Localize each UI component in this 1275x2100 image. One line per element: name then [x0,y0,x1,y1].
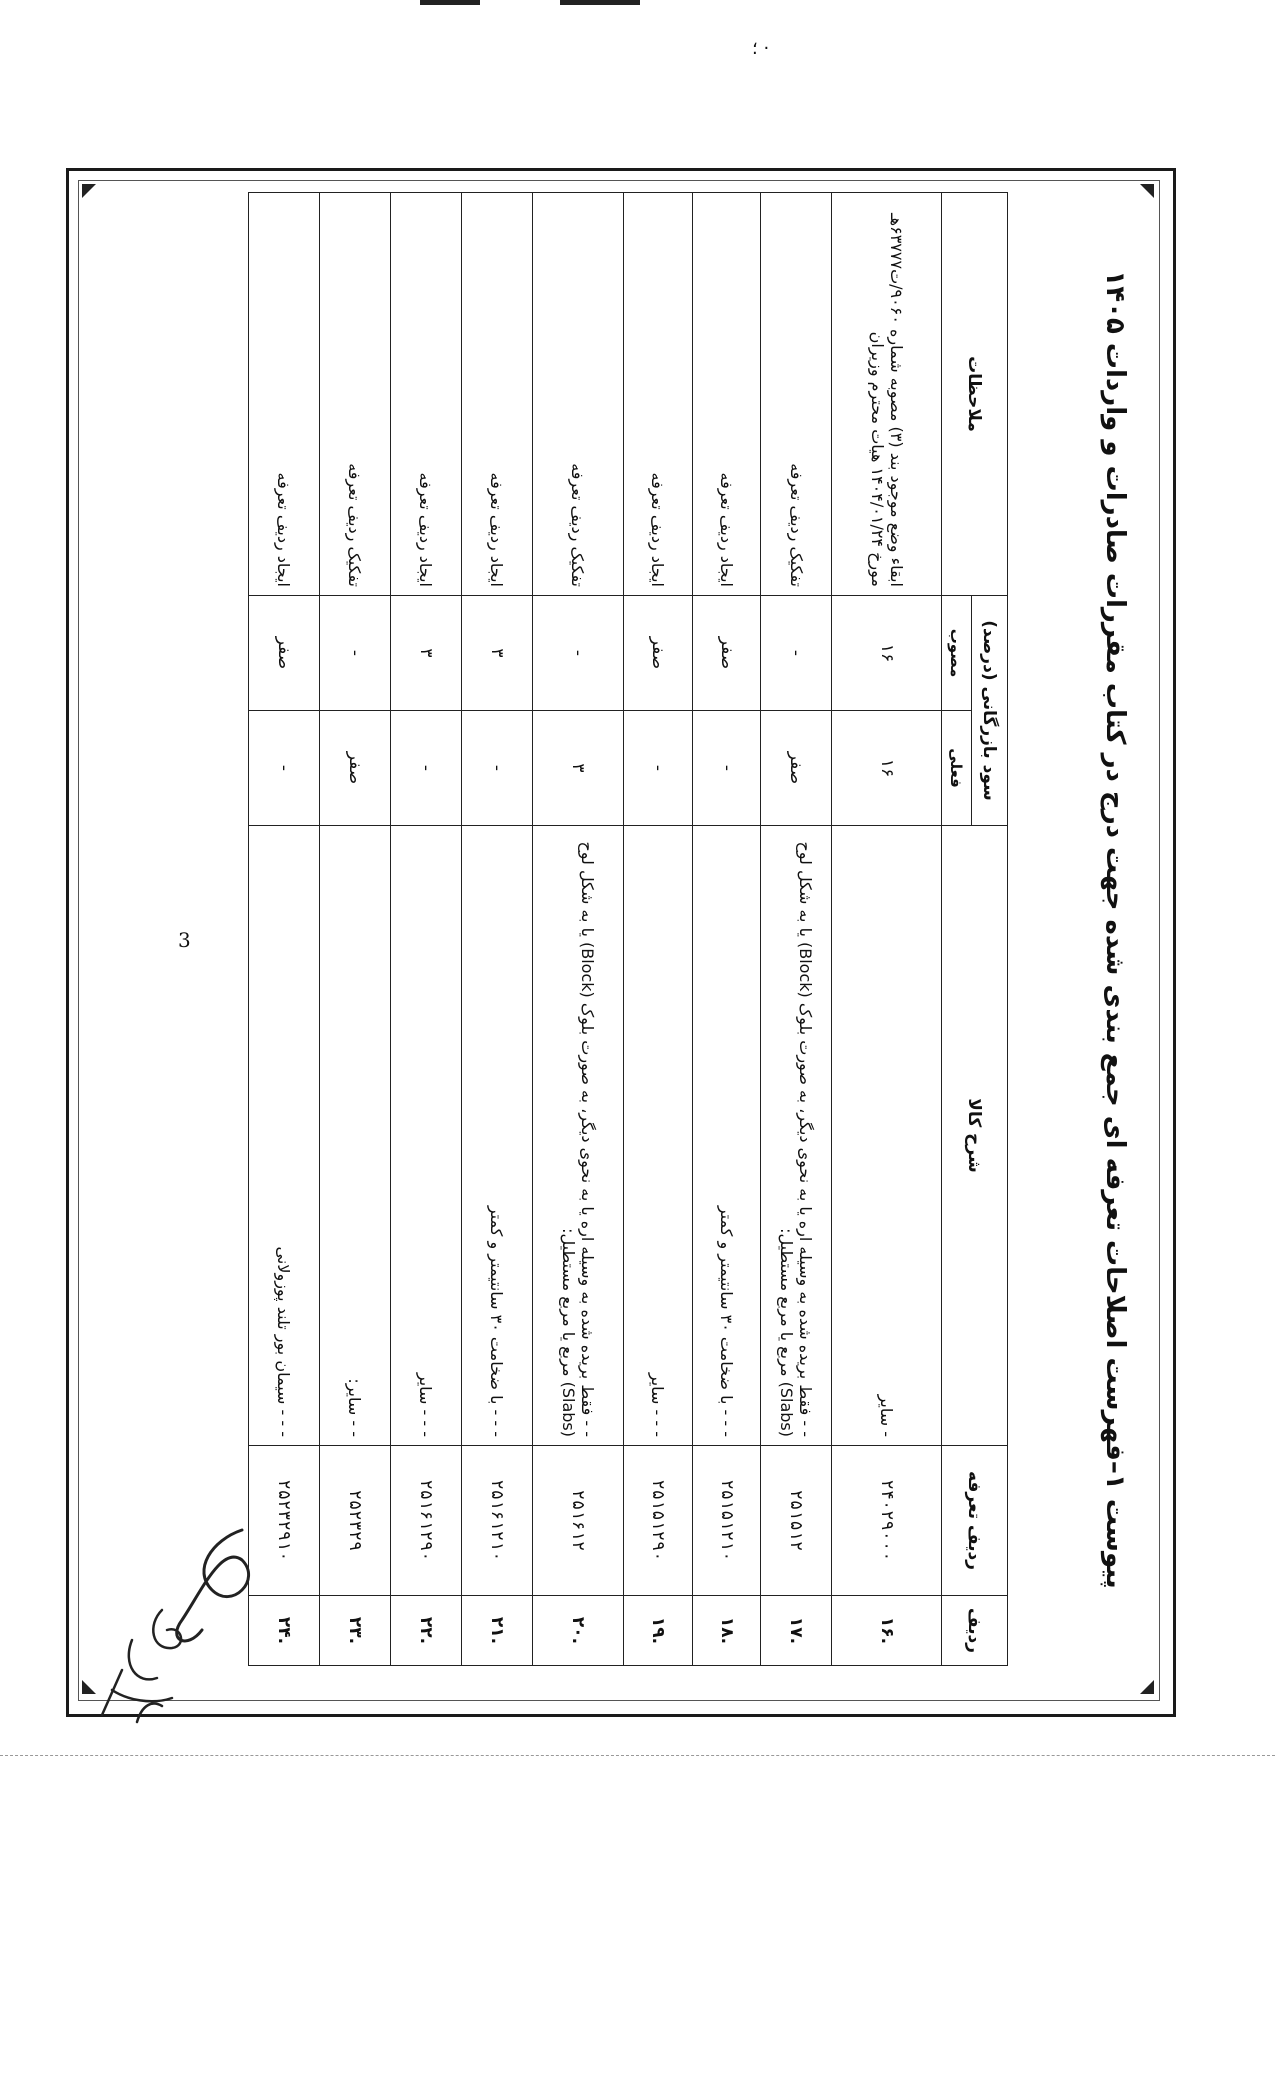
cell-approved: ۱۶ [832,596,942,711]
cell-row-no: .۲۴ [249,1596,320,1666]
header-tariff-code: ردیف تعرفه [942,1446,1008,1596]
cell-current: صفر [319,711,390,826]
cell-current: صفر [761,711,832,826]
cell-current: - [692,711,761,826]
cell-row-no: .۱۷ [761,1596,832,1666]
cell-tariff-code: ۲۵۲۳۲۹ [319,1446,390,1596]
cell-tariff-code: ۲۵۱۶۱۲۱۰ [461,1446,532,1596]
cell-approved: - [761,596,832,711]
cell-description: - - - با ضخامت ۳۰ سانتیمتر و کمتر [692,826,761,1446]
scan-artifact [420,0,480,5]
cell-tariff-code: ۲۵۱۵۱۲ [761,1446,832,1596]
cell-current: - [249,711,320,826]
cell-current: ۳ [532,711,623,826]
frame-corner [1140,1680,1154,1694]
header-duty-group: سود بازرگانی (درصد) [972,596,1008,826]
cell-current: - [461,711,532,826]
frame-corner [1140,184,1154,198]
cell-description: - - سایر: [319,826,390,1446]
frame-corner [82,184,96,198]
cell-current: ۱۶ [832,711,942,826]
cell-description: - - - با ضخامت ۳۰ سانتیمتر و کمتر [461,826,532,1446]
cell-approved: - [532,596,623,711]
header-approved: مصوب [942,596,972,711]
rotated-document [100,193,1138,1666]
header-remarks: ملاحظات [942,193,1008,596]
header-description: شرح کالا [942,826,1008,1446]
cell-remarks: تفکیک ردیف تعرفه [761,193,832,596]
table-row [624,193,693,1666]
cell-row-no: .۲۰ [532,1596,623,1666]
document-title: پیوست ۱–فهرست اصلاحات تعرفه ای جمع بندی شده جهت درج در کتاب مقررات صادرات و واردات ۱۴۰۵ [1100,270,1130,1589]
cell-current: - [390,711,461,826]
cell-approved: صفر [624,596,693,711]
cell-tariff-code: ۲۵۱۵۱۲۹۰ [624,1446,693,1596]
cell-approved: صفر [692,596,761,711]
cell-tariff-code: ۲۴۰۲۹۰۰۰ [832,1446,942,1596]
cell-description: - - فقط بریده شده به وسیله اره یا به نحوی دیگر، به صورت بلوک (Block) یا به شکل لوح (Slabs) مربع یا مربع مستطیل: [761,826,832,1446]
cell-current: - [624,711,693,826]
cell-remarks: ایجاد ردیف تعرفه [461,193,532,596]
cell-remarks: ایجاد ردیف تعرفه [624,193,693,596]
cell-remarks: ایجاد ردیف تعرفه [692,193,761,596]
header-current: فعلی [942,711,972,826]
cell-row-no: .۲۳ [319,1596,390,1666]
table-row [390,193,461,1666]
cell-row-no: .۱۹ [624,1596,693,1666]
cell-tariff-code: ۲۵۲۳۲۹۱۰ [249,1446,320,1596]
cell-remarks: ایجاد ردیف تعرفه [249,193,320,596]
cell-remarks: تفکیک ردیف تعرفه [319,193,390,596]
table-row [761,193,832,1666]
cell-approved: - [319,596,390,711]
table-row [461,193,532,1666]
cell-remarks: ایجاد ردیف تعرفه [390,193,461,596]
scan-bottom-edge [0,1755,1275,1756]
cell-tariff-code: ۲۵۱۶۱۲۹۰ [390,1446,461,1596]
cell-approved: صفر [249,596,320,711]
cell-tariff-code: ۲۵۱۶۱۲ [532,1446,623,1596]
scan-top-edge [0,0,1275,6]
cell-row-no: .۲۱ [461,1596,532,1666]
table-row [319,193,390,1666]
scan-artifact [560,0,640,5]
table-row [532,193,623,1666]
cell-description: - - - سایر [390,826,461,1446]
cell-tariff-code: ۲۵۱۵۱۲۱۰ [692,1446,761,1596]
cell-approved: ۳ [461,596,532,711]
cell-row-no: .۱۶ [832,1596,942,1666]
table-row [832,193,942,1666]
handwritten-signature [92,1500,292,1730]
cell-description: - - - سایر [624,826,693,1446]
cell-row-no: .۲۲ [390,1596,461,1666]
cell-description: - سایر [832,826,942,1446]
page-number: 3 [178,928,191,952]
header-row-no: ردیف [942,1596,1008,1666]
cell-remarks: ابقاء وضع موجود بند (۳) مصوبه شماره ۹۰۶۰/ت۶۳۷۷۷هـ مورخ ۱۴۰۴/۰۱/۲۴ هیات محترم وزیران [832,193,942,596]
table-row [692,193,761,1666]
tariff-table [248,192,1008,1666]
cell-row-no: .۱۸ [692,1596,761,1666]
cell-approved: ۳ [390,596,461,711]
header-marks: ؛ · [752,38,770,59]
cell-description: - - فقط بریده شده به وسیله اره یا به نحوی دیگر، به صورت بلوک (Block) یا به شکل لوح (Slabs) مربع یا مربع مستطیل: [532,826,623,1446]
table-row [249,193,320,1666]
cell-description: - - - سیمان بور تلند پوزولانی [249,826,320,1446]
cell-remarks: تفکیک ردیف تعرفه [532,193,623,596]
